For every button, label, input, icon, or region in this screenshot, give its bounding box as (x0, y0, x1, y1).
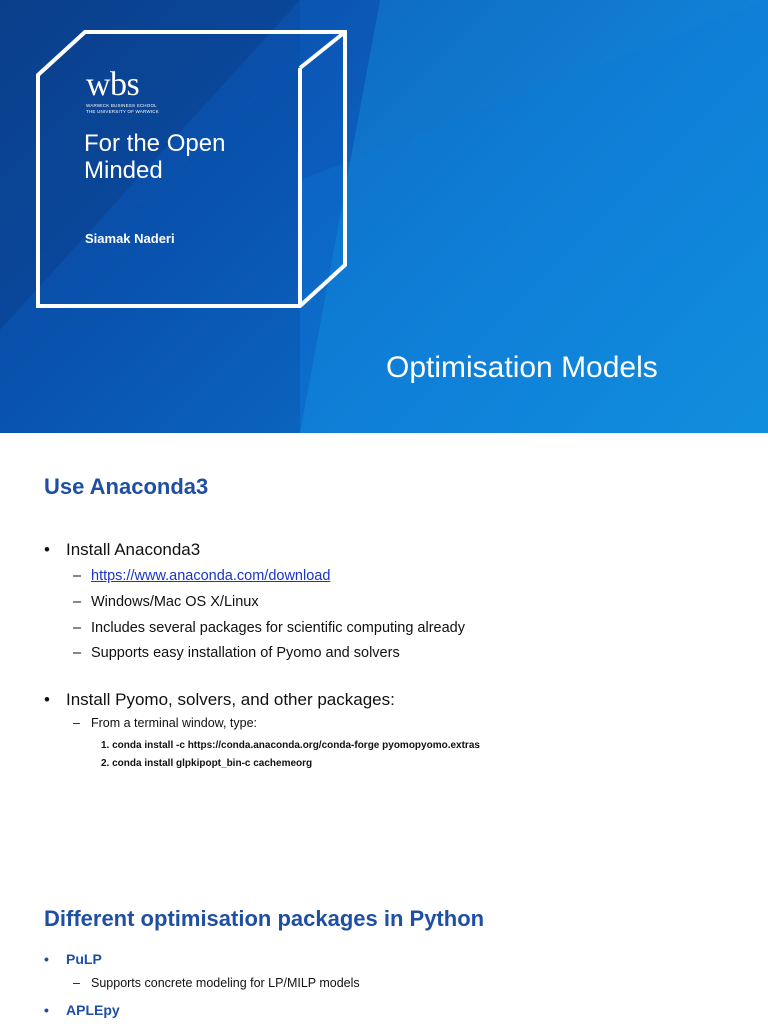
heading-use-anaconda: Use Anaconda3 (44, 474, 209, 499)
subitem-pyomo-support (73, 644, 400, 662)
title-slide (0, 0, 768, 433)
bullet-install-anaconda (44, 540, 200, 560)
wbs-logo: wbs (86, 66, 140, 103)
bullet-label: Install Pyomo, solvers, and other packages: (66, 690, 395, 709)
package-name: PuLP (66, 951, 102, 967)
package-pulp-description (73, 976, 360, 991)
logo-subtitle-line1: WARWICK BUSINESS SCHOOL (86, 103, 157, 108)
subitem-text: Supports easy installation of Pyomo and solvers (91, 645, 400, 661)
subitem-text: From a terminal window, type: (91, 716, 258, 730)
command-step-2: 2. conda install glpkipopt_bin-c cachemeorg (101, 758, 313, 769)
subitem-packages (73, 619, 465, 637)
subitem-text: Windows/Mac OS X/Linux (91, 594, 259, 610)
subitem-text: Includes several packages for scientific computing already (91, 620, 465, 636)
bullet-dot: • (44, 951, 49, 967)
package-name: APLEpy (66, 1002, 120, 1018)
bullet-dot: • (44, 540, 50, 559)
dash: – (73, 568, 82, 584)
dash: – (73, 716, 80, 730)
dash: – (73, 594, 82, 610)
subitem-download-link (73, 567, 330, 585)
presentation-title: Optimisation Models (386, 351, 658, 384)
subitem-terminal (73, 716, 257, 731)
anaconda-download-link[interactable]: https://www.anaconda.com/download (91, 568, 331, 584)
dash: – (73, 976, 80, 990)
logo-subtitle-line2: THE UNIVERSITY OF WARWICK (86, 108, 159, 114)
heading-optimisation-packages: Different optimisation packages in Python (44, 906, 485, 931)
subitem-text: Supports concrete modeling for LP/MILP models (91, 976, 360, 990)
dash: – (73, 645, 82, 661)
bullet-dot: • (44, 690, 50, 709)
bullet-label: Install Anaconda3 (66, 540, 201, 559)
package-pulp (44, 951, 102, 968)
subitem-platforms (73, 593, 259, 611)
tagline: For the Open Minded (84, 130, 226, 184)
bullet-install-pyomo (44, 690, 395, 710)
command-step-1: 1. conda install -c https://conda.anaconda.org/conda-forge pyomopyomo.extras (101, 740, 480, 751)
dash: – (73, 620, 82, 636)
author-name: Siamak Naderi (85, 231, 175, 246)
package-aplepy (44, 1002, 120, 1019)
logo-subtitle (86, 103, 176, 114)
bullet-dot: • (44, 1002, 49, 1018)
